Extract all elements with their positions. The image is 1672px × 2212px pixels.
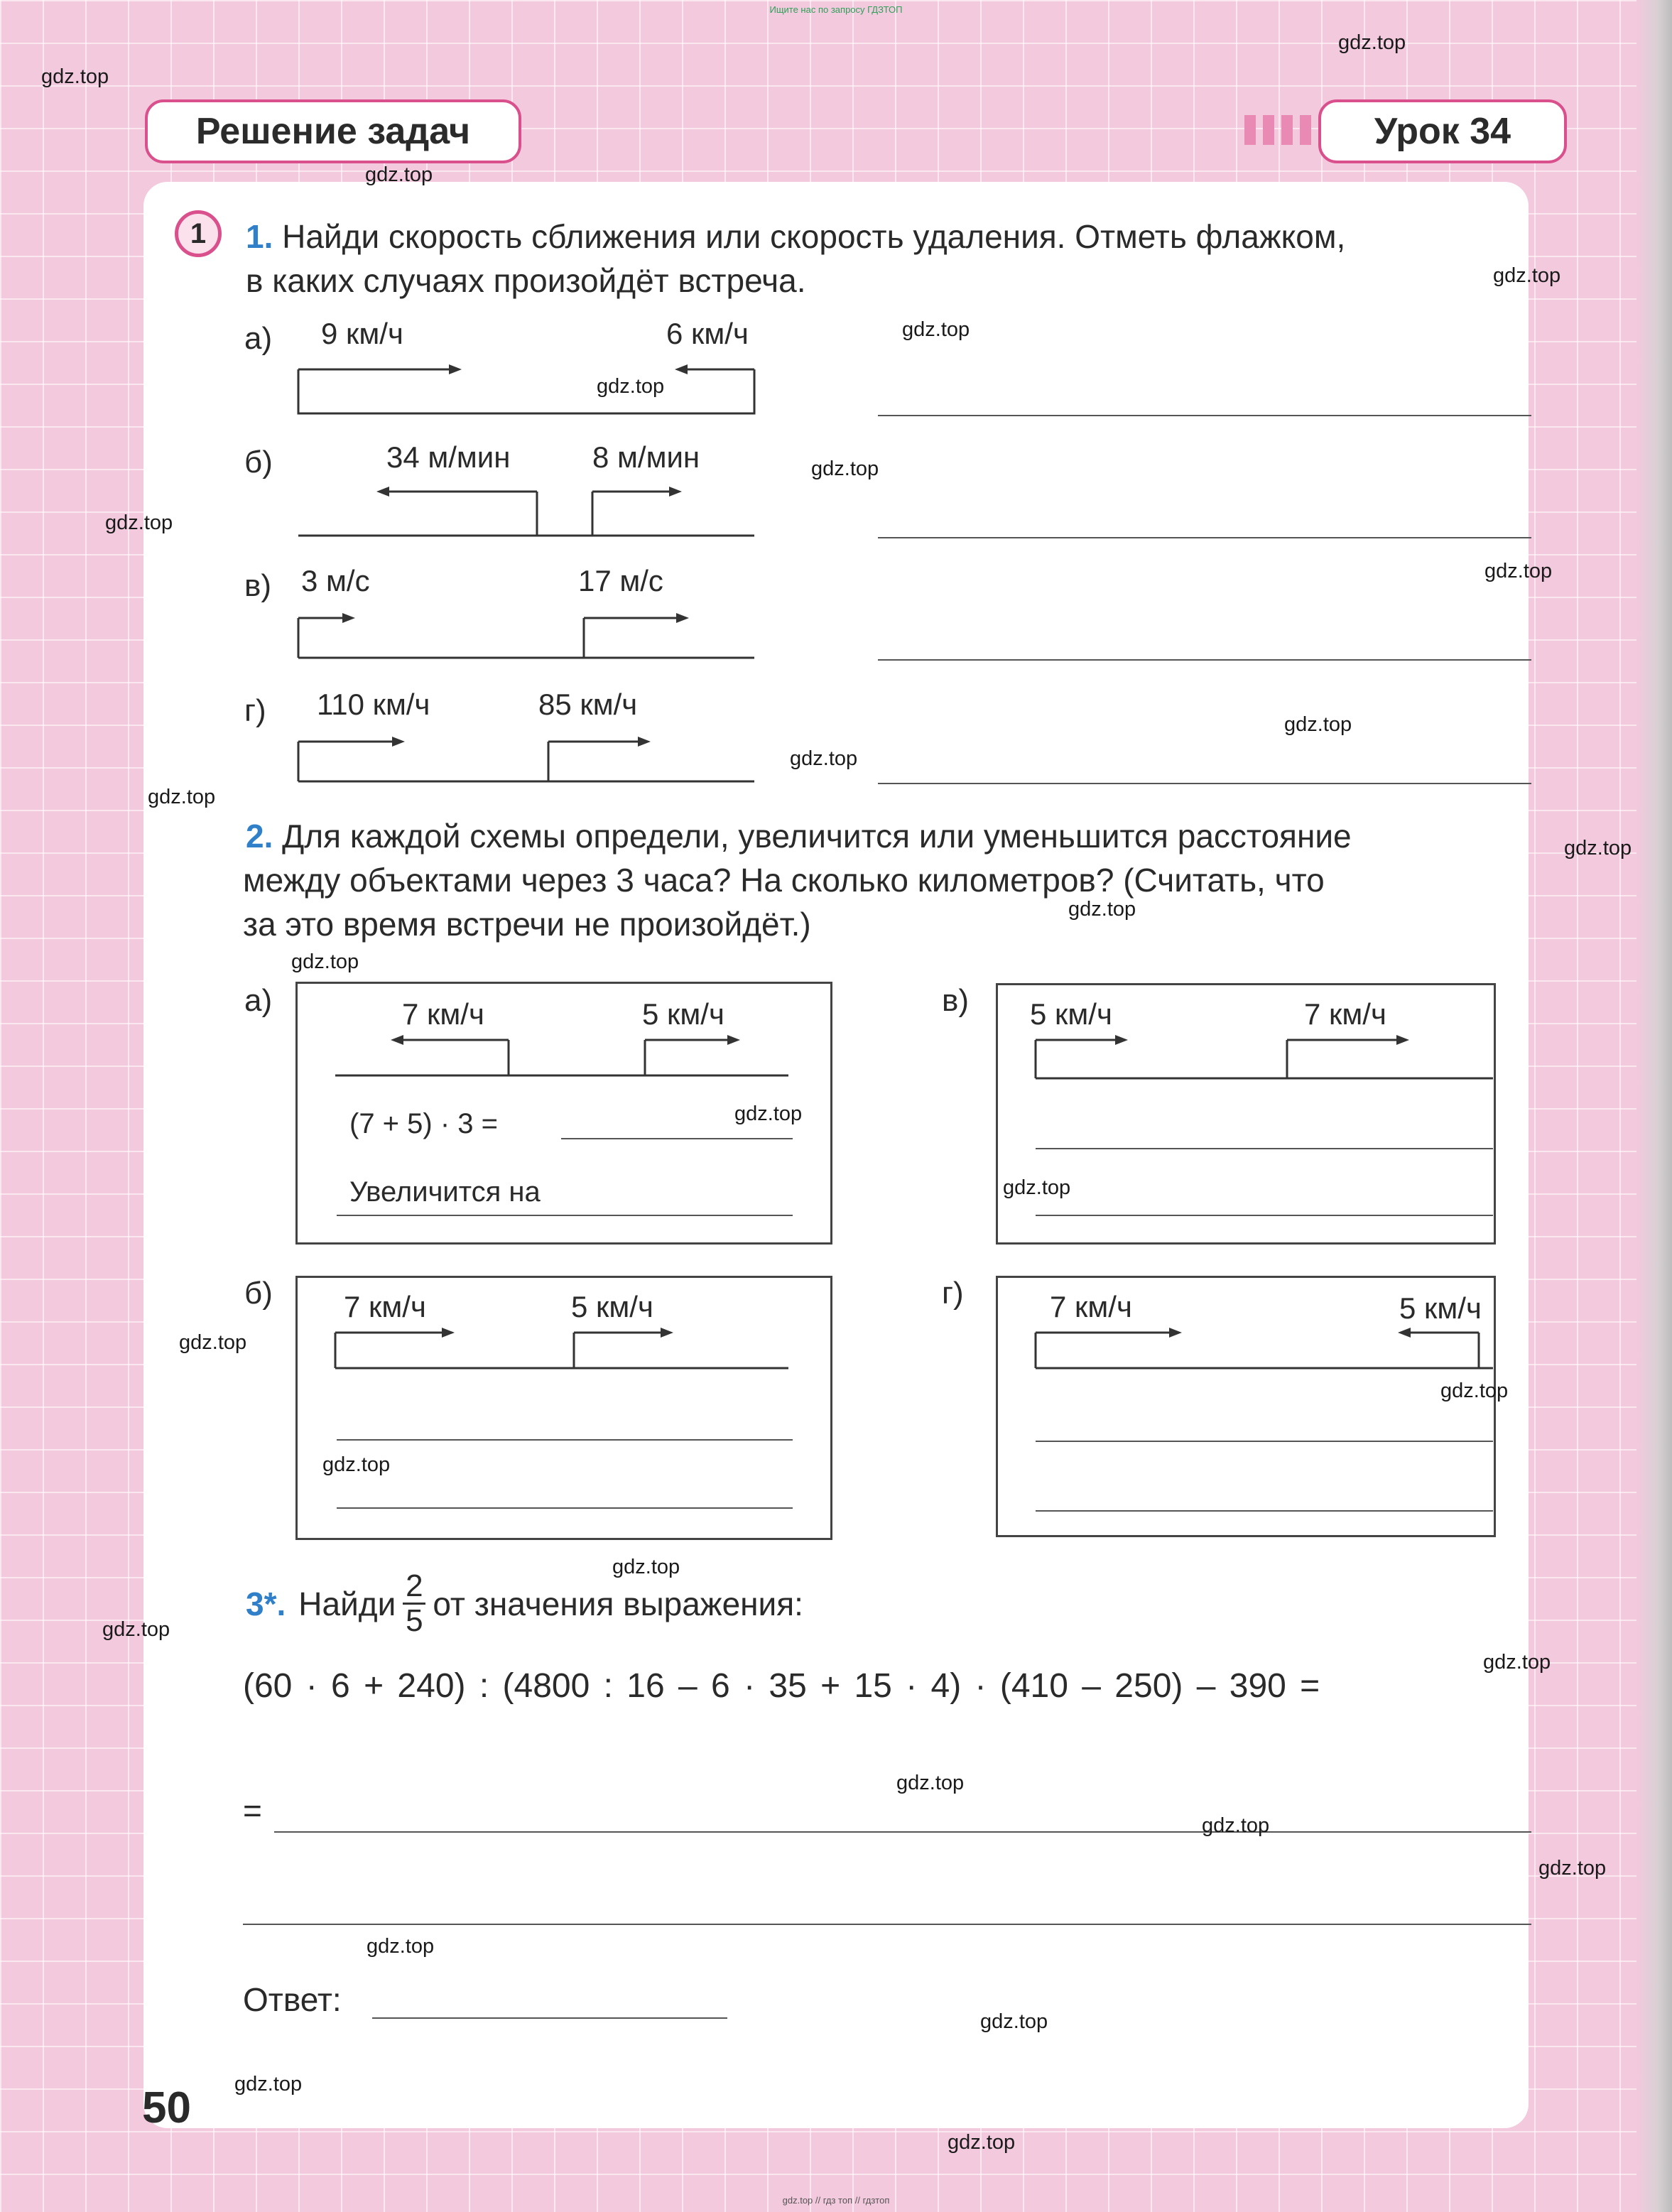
task2-a-expression-answer-line[interactable] bbox=[561, 1138, 793, 1139]
task3-work-line-2[interactable] bbox=[243, 1924, 1531, 1925]
page-edge-shadow bbox=[1636, 0, 1672, 2212]
section-title: Решение задач bbox=[145, 99, 521, 163]
task2-a-speed-right: 5 км/ч bbox=[642, 997, 724, 1031]
task1-d-speed-left: 110 км/ч bbox=[317, 688, 430, 721]
task3-text-after: от значения выражения: bbox=[433, 1585, 803, 1622]
task2-c-label: в) bbox=[942, 983, 970, 1018]
task2-c-answer-line-1[interactable] bbox=[1036, 1148, 1493, 1149]
task2-d-speed-left: 7 км/ч bbox=[1050, 1290, 1132, 1323]
task1-b-answer-line[interactable] bbox=[878, 537, 1531, 538]
task2-a-answer-prefix: Увеличится на bbox=[349, 1176, 541, 1208]
watermark: gdz.top bbox=[179, 1331, 247, 1354]
task2-a-speed-left: 7 км/ч bbox=[402, 997, 484, 1031]
page-number: 50 bbox=[142, 2083, 191, 2132]
task2-instruction-2: между объектами через 3 часа? На сколько километров? (Считать, что bbox=[243, 862, 1325, 899]
task1-c-speed-right: 17 м/с bbox=[578, 564, 663, 597]
task1-d-speed-right: 85 км/ч bbox=[538, 688, 638, 721]
task1-a-label: а) bbox=[244, 321, 273, 356]
header-stripes-decoration bbox=[1244, 115, 1311, 145]
watermark: gdz.top bbox=[1493, 264, 1561, 287]
watermark: gdz.top bbox=[1202, 1814, 1270, 1837]
task3-work-line-1[interactable] bbox=[274, 1831, 1531, 1833]
watermark: gdz.top bbox=[1484, 560, 1553, 582]
task2-d-speed-right: 5 км/ч bbox=[1399, 1291, 1482, 1325]
watermark: gdz.top bbox=[1483, 1651, 1551, 1674]
watermark: gdz.top bbox=[102, 1618, 170, 1641]
watermark: gdz.top bbox=[1338, 31, 1406, 54]
task3-text-before: Найди bbox=[298, 1585, 396, 1622]
watermark: gdz.top bbox=[980, 2010, 1048, 2033]
task3-fraction-denominator: 5 bbox=[406, 1603, 423, 1638]
watermark: gdz.top bbox=[597, 375, 665, 398]
task2-c-speed-left: 5 км/ч bbox=[1030, 997, 1112, 1031]
task2-b-answer-line-1[interactable] bbox=[337, 1439, 793, 1441]
lesson-title: Урок 34 bbox=[1318, 99, 1567, 163]
task1-instruction-2: в каких случаях произойдёт встреча. bbox=[246, 262, 806, 299]
task2-instruction-3: за это время встречи не произойдёт.) bbox=[243, 906, 811, 943]
watermark: gdz.top bbox=[148, 786, 216, 808]
watermark: gdz.top bbox=[291, 950, 359, 973]
bottom-note: gdz.top // гдз топ // гдзтоп bbox=[782, 2195, 890, 2206]
task1-c-label: в) bbox=[244, 568, 272, 603]
task2-d-answer-line-2[interactable] bbox=[1036, 1510, 1493, 1512]
task2-text-line1 bbox=[246, 814, 1352, 858]
task2-b-diagram bbox=[327, 1323, 824, 1394]
task3-fraction bbox=[403, 1570, 425, 1637]
task1-instruction-1: Найди скорость сближения или скорость удаления. Отметь флажком, bbox=[282, 218, 1346, 255]
watermark: gdz.top bbox=[734, 1102, 803, 1125]
task2-b-label: б) bbox=[244, 1276, 273, 1311]
task1-d-answer-line[interactable] bbox=[878, 783, 1531, 784]
task2-a-diagram bbox=[327, 1030, 824, 1101]
task1-a-speed-left: 9 км/ч bbox=[321, 317, 403, 350]
task2-a-expression: (7 + 5) · 3 = bbox=[349, 1108, 498, 1139]
task2-instruction-1: Для каждой схемы определи, увеличится или уменьшится расстояние bbox=[282, 818, 1352, 855]
task3-equals: = bbox=[243, 1792, 262, 1829]
task1-c-answer-line[interactable] bbox=[878, 659, 1531, 661]
watermark: gdz.top bbox=[790, 747, 858, 770]
task1-text-line1 bbox=[246, 215, 1345, 259]
watermark: gdz.top bbox=[948, 2131, 1016, 2154]
watermark: gdz.top bbox=[811, 457, 879, 480]
task-marker-circle: 1 bbox=[175, 210, 222, 257]
watermark: gdz.top bbox=[365, 163, 433, 186]
watermark: gdz.top bbox=[1538, 1857, 1607, 1880]
task3-fraction-numerator: 2 bbox=[406, 1568, 423, 1603]
task2-d-label: г) bbox=[942, 1276, 964, 1311]
watermark: gdz.top bbox=[322, 1453, 391, 1476]
watermark: gdz.top bbox=[902, 318, 970, 341]
top-note: Ищите нас по запросу ГДЗТОП bbox=[769, 4, 903, 15]
task2-b-answer-line-2[interactable] bbox=[337, 1507, 793, 1509]
watermark: gdz.top bbox=[612, 1556, 680, 1578]
watermark: gdz.top bbox=[1284, 713, 1352, 736]
task2-c-answer-line-2[interactable] bbox=[1036, 1215, 1493, 1216]
task2-b-speed-right: 5 км/ч bbox=[571, 1290, 653, 1323]
watermark: gdz.top bbox=[234, 2073, 303, 2096]
watermark: gdz.top bbox=[1564, 837, 1632, 860]
task1-c-speed-left: 3 м/с bbox=[301, 564, 370, 597]
task1-a-speed-right: 6 км/ч bbox=[666, 317, 749, 350]
task1-b-speed-left: 34 м/мин bbox=[386, 440, 511, 474]
watermark: gdz.top bbox=[41, 65, 109, 88]
task2-d-answer-line-1[interactable] bbox=[1036, 1441, 1493, 1442]
task2-b-speed-left: 7 км/ч bbox=[344, 1290, 426, 1323]
task2-number: 2. bbox=[246, 818, 273, 855]
task3-expression: (60 · 6 + 240) : (4800 : 16 – 6 · 35 + 15 · 4) · (410 – 250) – 390 = bbox=[243, 1667, 1320, 1705]
task2-a-label: а) bbox=[244, 983, 273, 1018]
task1-a-answer-line[interactable] bbox=[878, 415, 1531, 416]
watermark: gdz.top bbox=[1003, 1176, 1071, 1199]
task1-b-label: б) bbox=[244, 445, 273, 479]
task3-number: 3*. bbox=[246, 1585, 286, 1622]
task1-c-diagram bbox=[284, 601, 781, 672]
task1-b-speed-right: 8 м/мин bbox=[592, 440, 700, 474]
task1-d-label: г) bbox=[244, 693, 266, 728]
watermark: gdz.top bbox=[896, 1772, 965, 1794]
watermark: gdz.top bbox=[1440, 1379, 1509, 1402]
task3-answer-label: Ответ: bbox=[243, 1981, 342, 2018]
task2-c-speed-right: 7 км/ч bbox=[1304, 997, 1386, 1031]
task1-a-diagram bbox=[284, 355, 781, 426]
task2-d-diagram bbox=[1023, 1323, 1492, 1394]
task3-text bbox=[246, 1570, 803, 1637]
task3-answer-line[interactable] bbox=[372, 2017, 727, 2019]
task1-number: 1. bbox=[246, 218, 273, 255]
watermark: gdz.top bbox=[367, 1935, 435, 1958]
task2-a-answer-line[interactable] bbox=[337, 1215, 793, 1216]
task2-c-diagram bbox=[1023, 1030, 1492, 1101]
watermark: gdz.top bbox=[1068, 898, 1136, 921]
task1-d-diagram bbox=[284, 725, 781, 796]
watermark: gdz.top bbox=[105, 511, 173, 534]
task1-b-diagram bbox=[284, 476, 781, 547]
